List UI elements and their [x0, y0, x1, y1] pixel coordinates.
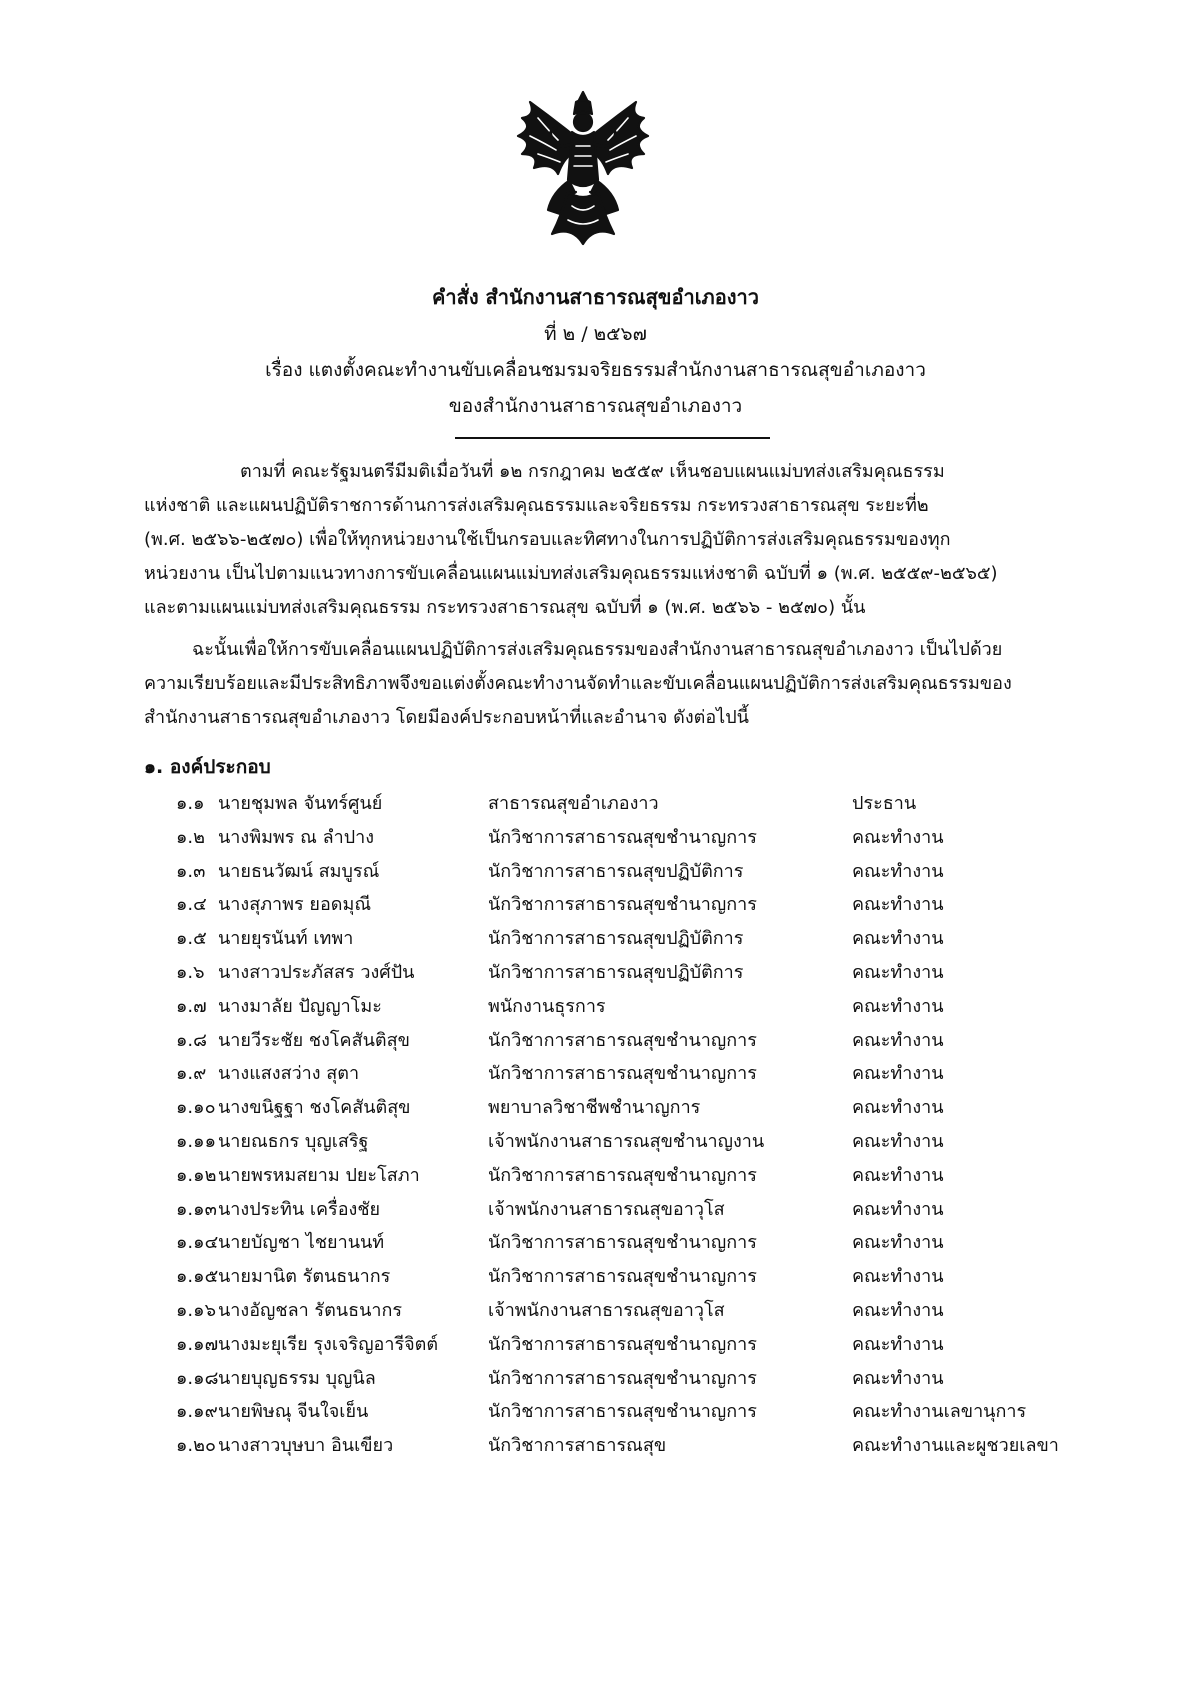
member-role: คณะทำงาน [852, 1198, 944, 1220]
order-number: ที่ ๒ / ๒๕๖๗ [544, 323, 647, 345]
member-name: นายพิษณุ จีนใจเย็น [218, 1401, 369, 1423]
paragraph-line: สำนักงานสาธารณสุขอำเภองาว โดยมีองค์ประกอบหน้าที่และอำนาจ ดังต่อไปนี้ [144, 707, 749, 728]
paragraph-line: (พ.ศ. ๒๕๖๖-๒๕๗๐) เพื่อให้ทุกหน่วยงานใช้เป็นกรอบและทิศทางในการปฏิบัติการส่งเสริมคุณธรรมของทุก [144, 529, 951, 550]
list-item [0, 1394, 1191, 1430]
member-name: นางมาลัย ปัญญาโมะ [218, 995, 382, 1017]
member-name: นางสาวบุษบา อินเขียว [218, 1435, 394, 1457]
member-number: ๑.๙ [176, 1063, 207, 1085]
paragraph-line: ความเรียบร้อยและมีประสิทธิภาพจึงขอแต่งตั้งคณะทำงานจัดทำและขับเคลื่อนแผนปฏิบัติการส่งเสริมคุณธรรมของ [144, 673, 1012, 694]
paragraph-preamble [144, 455, 1088, 625]
paragraph-order [144, 633, 1088, 735]
list-item [0, 1327, 1191, 1363]
list-item [0, 921, 1191, 957]
member-role: คณะทำงานและผูชวยเลขา [852, 1435, 1059, 1457]
member-name: นายบัญชา ไชยานนท์ [218, 1232, 385, 1254]
member-position: นักวิชาการสาธารณสุขปฏิบัติการ [488, 962, 744, 983]
member-position: นักวิชาการสาธารณสุขปฏิบัติการ [488, 860, 744, 882]
member-position: เจ้าพนักงานสาธารณสุขอาวุโส [488, 1300, 725, 1321]
member-position: นักวิชาการสาธารณสุขชำนาญการ [488, 1266, 757, 1288]
member-number: ๑.๑๗ [176, 1333, 219, 1355]
member-position: เจ้าพนักงานสาธารณสุขอาวุโส [488, 1198, 725, 1220]
member-name: นายมานิต รัตนธนากร [218, 1266, 391, 1288]
order-title: คำสั่ง สำนักงานสาธารณสุขอำเภองาว [432, 285, 759, 309]
member-role: คณะทำงาน [852, 1300, 944, 1321]
member-role: คณะทำงาน [852, 860, 944, 882]
member-number: ๑.๑ [176, 793, 205, 814]
member-role: คณะทำงาน [852, 1333, 944, 1355]
list-item [0, 1192, 1191, 1228]
member-name: นายณธกร บุญเสริฐ [218, 1131, 369, 1152]
member-role: คณะทำงาน [852, 1266, 944, 1288]
member-role: คณะทำงาน [852, 894, 944, 916]
member-number: ๑.๑๖ [176, 1300, 216, 1321]
list-item [0, 989, 1191, 1025]
member-number: ๑.๑๓ [176, 1198, 217, 1220]
member-role: คณะทำงาน [852, 826, 944, 848]
member-role: คณะทำงาน [852, 928, 944, 950]
member-role: คณะทำงาน [852, 962, 944, 983]
order-subject-line2: ของสำนักงานสาธารณสุขอำเภองาว [448, 395, 743, 417]
member-name: นายพรหมสยาม ปยะโสภา [218, 1164, 420, 1186]
member-number: ๑.๕ [176, 928, 207, 950]
member-role: คณะทำงาน [852, 1063, 944, 1085]
member-number: ๑.๑๐ [176, 1097, 216, 1119]
member-position: พยาบาลวิชาชีพชำนาญการ [488, 1097, 701, 1119]
list-item [0, 1158, 1191, 1194]
member-number: ๑.๔ [176, 894, 207, 916]
list-item [0, 887, 1191, 923]
member-name: นายบุญธรรม บุญนิล [218, 1367, 376, 1389]
list-item [0, 955, 1191, 991]
member-role: คณะทำงาน [852, 1232, 944, 1254]
member-name: นายวีระชัย ชงโคสันติสุข [218, 1029, 410, 1051]
member-name: นางสาวประภัสสร วงศ์ปัน [218, 962, 415, 983]
member-position: นักวิชาการสาธารณสุขชำนาญการ [488, 1401, 757, 1423]
paragraph-line: ฉะนั้นเพื่อให้การขับเคลื่อนแผนปฏิบัติการส่งเสริมคุณธรรมของสำนักงานสาธารณสุขอำเภองาว เป็นไปด้วย [192, 639, 1003, 660]
member-name: นางมะยุเรีย รุงเจริญอารีจิตต์ [218, 1333, 439, 1355]
paragraph-line: แห่งชาติ และแผนปฏิบัติราชการด้านการส่งเสริมคุณธรรมและจริยธรรม กระทรวงสาธารณสุข ระยะที่๒ [144, 495, 929, 516]
list-item [0, 1225, 1191, 1261]
member-name: นางขนิฐฐา ชงโคสันติสุข [218, 1097, 411, 1119]
member-name: นางแสงสว่าง สุตา [218, 1063, 360, 1085]
paragraph-line: หน่วยงาน เป็นไปตามแนวทางการขับเคลื่อนแผนแม่บทส่งเสริมคุณธรรมแห่งชาติ ฉบับที่ ๑ (พ.ศ. ๒๕๕๙-๒๕๖๕) [144, 563, 998, 584]
member-position: นักวิชาการสาธารณสุขชำนาญการ [488, 1063, 757, 1085]
member-name: นายชุมพล จันทร์ศูนย์ [218, 793, 383, 814]
member-number: ๑.๘ [176, 1029, 208, 1051]
list-item [0, 786, 1191, 822]
member-name: นายยุรนันท์ เทพา [218, 928, 354, 950]
list-item [0, 1023, 1191, 1059]
list-item [0, 1428, 1191, 1464]
paragraph-line: ตามที่ คณะรัฐมนตรีมีมติเมื่อวันที่ ๑๒ กรกฎาคม ๒๕๕๙ เห็นชอบแผนแม่บทส่งเสริมคุณธรรม [240, 461, 945, 482]
paragraph-line: และตามแผนแม่บทส่งเสริมคุณธรรม กระทรวงสาธารณสุข ฉบับที่ ๑ (พ.ศ. ๒๕๖๖ - ๒๕๗๐) นั้น [144, 597, 866, 618]
member-position: นักวิชาการสาธารณสุขชำนาญการ [488, 1232, 757, 1254]
section-heading-composition: ๑. องค์ประกอบ [144, 756, 271, 778]
member-role: คณะทำงาน [852, 1131, 944, 1152]
member-position: นักวิชาการสาธารณสุขชำนาญการ [488, 1029, 757, 1051]
member-role: คณะทำงาน [852, 1097, 944, 1119]
header-divider [455, 437, 770, 439]
member-role: คณะทำงาน [852, 995, 944, 1017]
member-role: คณะทำงาน [852, 1367, 944, 1389]
garuda-emblem-icon [512, 88, 654, 248]
member-number: ๑.๓ [176, 860, 206, 882]
list-item [0, 820, 1191, 856]
member-position: เจ้าพนักงานสาธารณสุขชำนาญงาน [488, 1131, 765, 1152]
member-number: ๑.๑๘ [176, 1367, 219, 1389]
list-item [0, 1293, 1191, 1329]
member-number: ๑.๒ [176, 826, 206, 848]
list-item [0, 1259, 1191, 1295]
member-number: ๑.๑๔ [176, 1232, 219, 1254]
list-item [0, 854, 1191, 890]
list-item [0, 1056, 1191, 1092]
member-role: คณะทำงานเลขานุการ [852, 1401, 1027, 1423]
member-position: นักวิชาการสาธารณสุขชำนาญการ [488, 894, 757, 916]
member-role: ประธาน [852, 793, 917, 814]
member-name: นายธนวัฒน์ สมบูรณ์ [218, 860, 380, 882]
member-position: นักวิชาการสาธารณสุขชำนาญการ [488, 1367, 757, 1389]
member-position: นักวิชาการสาธารณสุขชำนาญการ [488, 826, 757, 848]
member-number: ๑.๑๙ [176, 1401, 218, 1423]
list-item [0, 1361, 1191, 1397]
member-number: ๑.๒๐ [176, 1435, 216, 1457]
list-item [0, 1090, 1191, 1126]
member-number: ๑.๖ [176, 962, 205, 983]
member-position: พนักงานธุรการ [488, 995, 606, 1017]
member-number: ๑.๑๕ [176, 1266, 219, 1288]
member-position: นักวิชาการสาธารณสุขชำนาญการ [488, 1333, 757, 1355]
list-item [0, 1124, 1191, 1160]
member-name: นางสุภาพร ยอดมุณี [218, 894, 372, 916]
member-number: ๑.๑๒ [176, 1164, 217, 1186]
member-name: นางอัญชลา รัตนธนากร [218, 1300, 403, 1321]
member-number: ๑.๗ [176, 995, 207, 1017]
member-position: นักวิชาการสาธารณสุขปฏิบัติการ [488, 928, 744, 950]
member-position: นักวิชาการสาธารณสุข [488, 1435, 667, 1457]
member-role: คณะทำงาน [852, 1029, 944, 1051]
member-position: นักวิชาการสาธารณสุขชำนาญการ [488, 1164, 757, 1186]
member-name: นางประทิน เครื่องชัย [218, 1198, 381, 1220]
member-number: ๑.๑๑ [176, 1131, 216, 1152]
member-role: คณะทำงาน [852, 1164, 944, 1186]
member-position: สาธารณสุขอำเภองาว [488, 793, 659, 814]
member-name: นางพิมพร ณ ลำปาง [218, 826, 375, 848]
order-subject-line1: เรื่อง แตงตั้งคณะทำงานขับเคลื่อนชมรมจริยธรรมสำนักงานสาธารณสุขอำเภองาว [265, 359, 926, 381]
